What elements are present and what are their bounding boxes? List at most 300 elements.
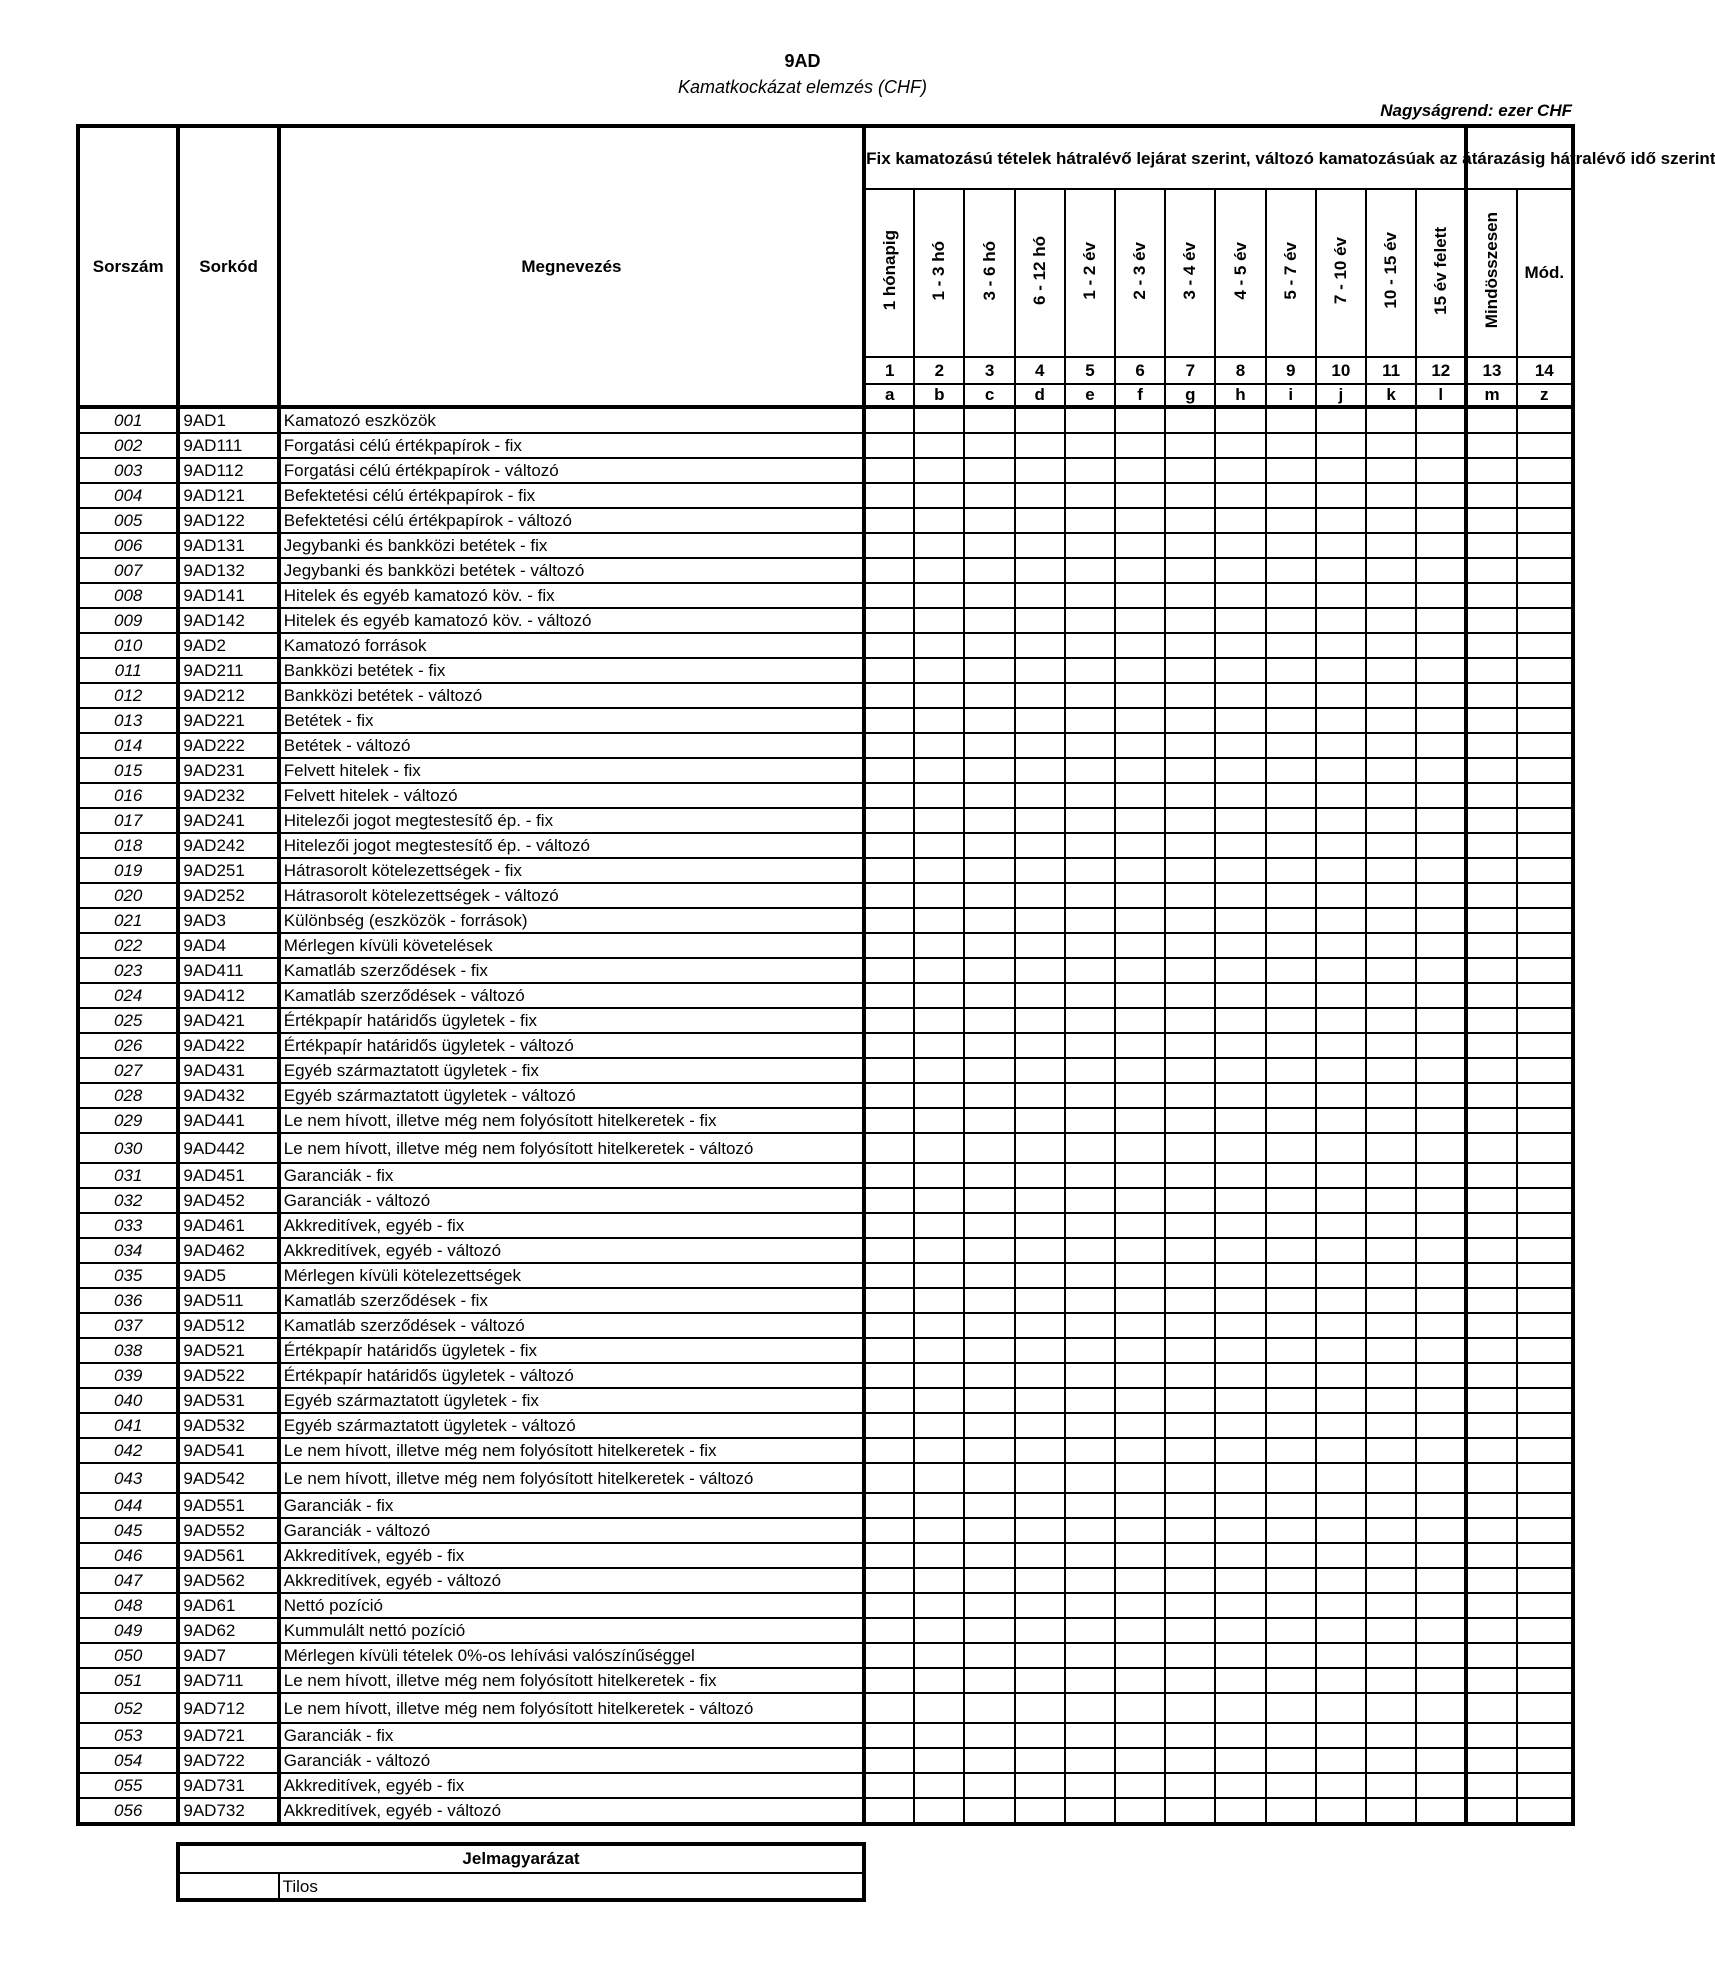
value-cell[interactable] — [1366, 1263, 1416, 1288]
value-cell[interactable] — [1065, 1058, 1115, 1083]
value-cell[interactable] — [1316, 1238, 1366, 1263]
value-cell[interactable] — [1517, 808, 1573, 833]
value-cell[interactable] — [1115, 1723, 1165, 1748]
value-cell[interactable] — [1165, 633, 1215, 658]
value-cell[interactable] — [1517, 908, 1573, 933]
value-cell[interactable] — [1215, 407, 1265, 433]
value-cell[interactable] — [1065, 1618, 1115, 1643]
value-cell[interactable] — [1215, 633, 1265, 658]
value-cell[interactable] — [1466, 958, 1516, 983]
value-cell[interactable] — [1165, 1008, 1215, 1033]
value-cell[interactable] — [1065, 1008, 1115, 1033]
value-cell[interactable] — [1266, 808, 1316, 833]
value-cell[interactable] — [1466, 1163, 1516, 1188]
value-cell[interactable] — [1115, 483, 1165, 508]
value-cell[interactable] — [1366, 1693, 1416, 1723]
value-cell[interactable] — [914, 783, 964, 808]
value-cell[interactable] — [914, 558, 964, 583]
value-cell[interactable] — [1015, 1723, 1065, 1748]
value-cell[interactable] — [1165, 1693, 1215, 1723]
value-cell[interactable] — [1416, 658, 1466, 683]
value-cell[interactable] — [1366, 883, 1416, 908]
value-cell[interactable] — [1266, 1798, 1316, 1824]
value-cell[interactable] — [1266, 958, 1316, 983]
value-cell[interactable] — [1316, 808, 1366, 833]
value-cell[interactable] — [1015, 908, 1065, 933]
value-cell[interactable] — [964, 1568, 1014, 1593]
value-cell[interactable] — [1316, 1693, 1366, 1723]
value-cell[interactable] — [1215, 1413, 1265, 1438]
value-cell[interactable] — [1416, 533, 1466, 558]
value-cell[interactable] — [1165, 1463, 1215, 1493]
value-cell[interactable] — [1517, 983, 1573, 1008]
value-cell[interactable] — [914, 1008, 964, 1033]
value-cell[interactable] — [1165, 1543, 1215, 1568]
value-cell[interactable] — [1165, 1748, 1215, 1773]
value-cell[interactable] — [1115, 883, 1165, 908]
value-cell[interactable] — [1065, 1188, 1115, 1213]
value-cell[interactable] — [1115, 1163, 1165, 1188]
value-cell[interactable] — [1266, 407, 1316, 433]
value-cell[interactable] — [1517, 1593, 1573, 1618]
value-cell[interactable] — [1466, 783, 1516, 808]
value-cell[interactable] — [1316, 1798, 1366, 1824]
value-cell[interactable] — [1165, 407, 1215, 433]
value-cell[interactable] — [1015, 1798, 1065, 1824]
value-cell[interactable] — [1517, 1163, 1573, 1188]
value-cell[interactable] — [1215, 1263, 1265, 1288]
value-cell[interactable] — [914, 808, 964, 833]
value-cell[interactable] — [1115, 1568, 1165, 1593]
value-cell[interactable] — [914, 433, 964, 458]
value-cell[interactable] — [1015, 458, 1065, 483]
value-cell[interactable] — [1366, 1363, 1416, 1388]
value-cell[interactable] — [1416, 1213, 1466, 1238]
value-cell[interactable] — [864, 908, 914, 933]
value-cell[interactable] — [1416, 983, 1466, 1008]
value-cell[interactable] — [914, 633, 964, 658]
value-cell[interactable] — [914, 908, 964, 933]
value-cell[interactable] — [864, 608, 914, 633]
value-cell[interactable] — [914, 1083, 964, 1108]
value-cell[interactable] — [914, 1288, 964, 1313]
value-cell[interactable] — [1266, 1748, 1316, 1773]
value-cell[interactable] — [864, 508, 914, 533]
value-cell[interactable] — [1215, 1518, 1265, 1543]
value-cell[interactable] — [1466, 733, 1516, 758]
value-cell[interactable] — [1266, 1008, 1316, 1033]
value-cell[interactable] — [914, 483, 964, 508]
value-cell[interactable] — [1517, 1798, 1573, 1824]
value-cell[interactable] — [1366, 1413, 1416, 1438]
value-cell[interactable] — [1165, 1363, 1215, 1388]
value-cell[interactable] — [914, 1413, 964, 1438]
value-cell[interactable] — [1416, 833, 1466, 858]
value-cell[interactable] — [1165, 933, 1215, 958]
value-cell[interactable] — [964, 1188, 1014, 1213]
value-cell[interactable] — [1366, 433, 1416, 458]
value-cell[interactable] — [964, 883, 1014, 908]
value-cell[interactable] — [1015, 1288, 1065, 1313]
value-cell[interactable] — [1466, 583, 1516, 608]
value-cell[interactable] — [1215, 1108, 1265, 1133]
value-cell[interactable] — [964, 458, 1014, 483]
value-cell[interactable] — [1266, 1568, 1316, 1593]
value-cell[interactable] — [864, 1263, 914, 1288]
value-cell[interactable] — [964, 1388, 1014, 1413]
value-cell[interactable] — [1316, 1463, 1366, 1493]
value-cell[interactable] — [1366, 1463, 1416, 1493]
value-cell[interactable] — [864, 407, 914, 433]
value-cell[interactable] — [964, 1593, 1014, 1618]
value-cell[interactable] — [1165, 983, 1215, 1008]
value-cell[interactable] — [1065, 1643, 1115, 1668]
value-cell[interactable] — [1366, 407, 1416, 433]
value-cell[interactable] — [914, 533, 964, 558]
value-cell[interactable] — [864, 1213, 914, 1238]
value-cell[interactable] — [1517, 1313, 1573, 1338]
value-cell[interactable] — [1215, 758, 1265, 783]
value-cell[interactable] — [1266, 783, 1316, 808]
value-cell[interactable] — [1215, 1313, 1265, 1338]
value-cell[interactable] — [1517, 1493, 1573, 1518]
value-cell[interactable] — [1215, 658, 1265, 683]
value-cell[interactable] — [1316, 1108, 1366, 1133]
value-cell[interactable] — [1215, 1748, 1265, 1773]
value-cell[interactable] — [964, 508, 1014, 533]
value-cell[interactable] — [1266, 758, 1316, 783]
value-cell[interactable] — [914, 1238, 964, 1263]
value-cell[interactable] — [1165, 683, 1215, 708]
value-cell[interactable] — [1266, 508, 1316, 533]
value-cell[interactable] — [1165, 1593, 1215, 1618]
value-cell[interactable] — [1215, 1133, 1265, 1163]
value-cell[interactable] — [864, 1288, 914, 1313]
value-cell[interactable] — [1416, 1083, 1466, 1108]
value-cell[interactable] — [964, 1643, 1014, 1668]
value-cell[interactable] — [1517, 1238, 1573, 1263]
value-cell[interactable] — [1065, 708, 1115, 733]
value-cell[interactable] — [1165, 883, 1215, 908]
value-cell[interactable] — [1065, 683, 1115, 708]
value-cell[interactable] — [1366, 458, 1416, 483]
value-cell[interactable] — [864, 1238, 914, 1263]
value-cell[interactable] — [1517, 633, 1573, 658]
value-cell[interactable] — [1165, 808, 1215, 833]
value-cell[interactable] — [914, 858, 964, 883]
value-cell[interactable] — [1015, 1518, 1065, 1543]
value-cell[interactable] — [964, 958, 1014, 983]
value-cell[interactable] — [1316, 433, 1366, 458]
value-cell[interactable] — [1065, 1668, 1115, 1693]
value-cell[interactable] — [1316, 1773, 1366, 1798]
value-cell[interactable] — [1316, 1388, 1366, 1413]
value-cell[interactable] — [1115, 1388, 1165, 1413]
value-cell[interactable] — [1015, 858, 1065, 883]
value-cell[interactable] — [1215, 1668, 1265, 1693]
value-cell[interactable] — [1416, 1438, 1466, 1463]
value-cell[interactable] — [964, 983, 1014, 1008]
value-cell[interactable] — [1165, 1313, 1215, 1338]
value-cell[interactable] — [1466, 1133, 1516, 1163]
value-cell[interactable] — [1316, 1033, 1366, 1058]
value-cell[interactable] — [1517, 558, 1573, 583]
value-cell[interactable] — [1115, 1543, 1165, 1568]
value-cell[interactable] — [1165, 1238, 1215, 1263]
value-cell[interactable] — [1115, 1798, 1165, 1824]
value-cell[interactable] — [1366, 708, 1416, 733]
value-cell[interactable] — [1316, 1568, 1366, 1593]
value-cell[interactable] — [914, 1438, 964, 1463]
value-cell[interactable] — [1115, 1338, 1165, 1363]
value-cell[interactable] — [914, 933, 964, 958]
value-cell[interactable] — [1466, 1543, 1516, 1568]
value-cell[interactable] — [1015, 583, 1065, 608]
value-cell[interactable] — [1316, 1543, 1366, 1568]
value-cell[interactable] — [1266, 1213, 1316, 1238]
value-cell[interactable] — [864, 708, 914, 733]
value-cell[interactable] — [1015, 1108, 1065, 1133]
value-cell[interactable] — [864, 733, 914, 758]
value-cell[interactable] — [1517, 1108, 1573, 1133]
value-cell[interactable] — [1466, 407, 1516, 433]
value-cell[interactable] — [864, 933, 914, 958]
value-cell[interactable] — [964, 1693, 1014, 1723]
value-cell[interactable] — [1416, 883, 1466, 908]
value-cell[interactable] — [1517, 433, 1573, 458]
value-cell[interactable] — [1115, 1188, 1165, 1213]
value-cell[interactable] — [1517, 1518, 1573, 1543]
value-cell[interactable] — [1015, 1188, 1065, 1213]
value-cell[interactable] — [1215, 883, 1265, 908]
value-cell[interactable] — [1366, 1133, 1416, 1163]
value-cell[interactable] — [1215, 1363, 1265, 1388]
value-cell[interactable] — [1215, 1238, 1265, 1263]
value-cell[interactable] — [1065, 558, 1115, 583]
value-cell[interactable] — [1517, 1133, 1573, 1163]
value-cell[interactable] — [1115, 1108, 1165, 1133]
value-cell[interactable] — [1065, 758, 1115, 783]
value-cell[interactable] — [1065, 883, 1115, 908]
value-cell[interactable] — [1316, 583, 1366, 608]
value-cell[interactable] — [1065, 1693, 1115, 1723]
value-cell[interactable] — [1165, 1108, 1215, 1133]
value-cell[interactable] — [864, 1518, 914, 1543]
value-cell[interactable] — [1015, 1438, 1065, 1463]
value-cell[interactable] — [1215, 858, 1265, 883]
value-cell[interactable] — [1316, 1263, 1366, 1288]
value-cell[interactable] — [1266, 433, 1316, 458]
value-cell[interactable] — [964, 1798, 1014, 1824]
value-cell[interactable] — [1517, 708, 1573, 733]
value-cell[interactable] — [1366, 1518, 1416, 1543]
value-cell[interactable] — [1416, 1748, 1466, 1773]
value-cell[interactable] — [914, 658, 964, 683]
value-cell[interactable] — [1416, 1518, 1466, 1543]
value-cell[interactable] — [1416, 558, 1466, 583]
value-cell[interactable] — [1416, 1058, 1466, 1083]
value-cell[interactable] — [1165, 1618, 1215, 1643]
value-cell[interactable] — [1416, 1618, 1466, 1643]
value-cell[interactable] — [1266, 1438, 1316, 1463]
value-cell[interactable] — [1115, 833, 1165, 858]
value-cell[interactable] — [1366, 733, 1416, 758]
value-cell[interactable] — [1266, 1413, 1316, 1438]
value-cell[interactable] — [1416, 1263, 1466, 1288]
value-cell[interactable] — [1466, 658, 1516, 683]
value-cell[interactable] — [1416, 1593, 1466, 1618]
value-cell[interactable] — [1416, 1388, 1466, 1413]
value-cell[interactable] — [1015, 608, 1065, 633]
value-cell[interactable] — [1517, 783, 1573, 808]
value-cell[interactable] — [1065, 1363, 1115, 1388]
value-cell[interactable] — [1165, 1413, 1215, 1438]
value-cell[interactable] — [1366, 1493, 1416, 1518]
value-cell[interactable] — [914, 1723, 964, 1748]
value-cell[interactable] — [864, 1643, 914, 1668]
value-cell[interactable] — [1316, 483, 1366, 508]
value-cell[interactable] — [1015, 1543, 1065, 1568]
value-cell[interactable] — [1517, 1543, 1573, 1568]
value-cell[interactable] — [1266, 1288, 1316, 1313]
value-cell[interactable] — [1266, 1108, 1316, 1133]
value-cell[interactable] — [964, 1108, 1014, 1133]
value-cell[interactable] — [964, 1288, 1014, 1313]
value-cell[interactable] — [1416, 433, 1466, 458]
value-cell[interactable] — [1215, 1543, 1265, 1568]
value-cell[interactable] — [1115, 1618, 1165, 1643]
value-cell[interactable] — [1316, 933, 1366, 958]
value-cell[interactable] — [1165, 658, 1215, 683]
value-cell[interactable] — [1366, 1543, 1416, 1568]
value-cell[interactable] — [1165, 608, 1215, 633]
value-cell[interactable] — [1165, 1568, 1215, 1593]
value-cell[interactable] — [914, 1798, 964, 1824]
value-cell[interactable] — [1466, 1238, 1516, 1263]
value-cell[interactable] — [1065, 1593, 1115, 1618]
value-cell[interactable] — [1517, 1363, 1573, 1388]
value-cell[interactable] — [1266, 483, 1316, 508]
value-cell[interactable] — [1466, 508, 1516, 533]
value-cell[interactable] — [1416, 1463, 1466, 1493]
value-cell[interactable] — [964, 1463, 1014, 1493]
value-cell[interactable] — [1165, 558, 1215, 583]
value-cell[interactable] — [1215, 1568, 1265, 1593]
value-cell[interactable] — [1115, 1438, 1165, 1463]
value-cell[interactable] — [1015, 783, 1065, 808]
value-cell[interactable] — [914, 1748, 964, 1773]
value-cell[interactable] — [1115, 1363, 1165, 1388]
value-cell[interactable] — [1466, 633, 1516, 658]
value-cell[interactable] — [1015, 833, 1065, 858]
value-cell[interactable] — [1416, 608, 1466, 633]
value-cell[interactable] — [1416, 933, 1466, 958]
value-cell[interactable] — [964, 1723, 1014, 1748]
value-cell[interactable] — [1366, 1338, 1416, 1363]
value-cell[interactable] — [914, 1188, 964, 1213]
value-cell[interactable] — [1266, 1313, 1316, 1338]
value-cell[interactable] — [914, 1363, 964, 1388]
value-cell[interactable] — [1366, 1033, 1416, 1058]
value-cell[interactable] — [964, 1748, 1014, 1773]
value-cell[interactable] — [1366, 508, 1416, 533]
value-cell[interactable] — [1466, 1518, 1516, 1543]
value-cell[interactable] — [1015, 558, 1065, 583]
value-cell[interactable] — [1416, 1798, 1466, 1824]
value-cell[interactable] — [1416, 1033, 1466, 1058]
value-cell[interactable] — [1015, 1748, 1065, 1773]
value-cell[interactable] — [1015, 1338, 1065, 1363]
value-cell[interactable] — [1366, 1593, 1416, 1618]
value-cell[interactable] — [1517, 1083, 1573, 1108]
value-cell[interactable] — [1416, 1163, 1466, 1188]
value-cell[interactable] — [1266, 558, 1316, 583]
value-cell[interactable] — [1115, 633, 1165, 658]
value-cell[interactable] — [864, 1723, 914, 1748]
value-cell[interactable] — [1517, 508, 1573, 533]
value-cell[interactable] — [1115, 583, 1165, 608]
value-cell[interactable] — [914, 1618, 964, 1643]
value-cell[interactable] — [1517, 1188, 1573, 1213]
value-cell[interactable] — [1466, 558, 1516, 583]
value-cell[interactable] — [1366, 1213, 1416, 1238]
value-cell[interactable] — [1015, 1773, 1065, 1798]
value-cell[interactable] — [1266, 533, 1316, 558]
value-cell[interactable] — [914, 1593, 964, 1618]
value-cell[interactable] — [1316, 458, 1366, 483]
value-cell[interactable] — [964, 433, 1014, 458]
value-cell[interactable] — [1215, 1593, 1265, 1618]
value-cell[interactable] — [964, 908, 1014, 933]
value-cell[interactable] — [964, 708, 1014, 733]
value-cell[interactable] — [1416, 633, 1466, 658]
value-cell[interactable] — [1015, 1133, 1065, 1163]
value-cell[interactable] — [1015, 733, 1065, 758]
value-cell[interactable] — [914, 608, 964, 633]
value-cell[interactable] — [1517, 733, 1573, 758]
value-cell[interactable] — [1065, 583, 1115, 608]
value-cell[interactable] — [1065, 608, 1115, 633]
value-cell[interactable] — [1215, 483, 1265, 508]
value-cell[interactable] — [1115, 558, 1165, 583]
value-cell[interactable] — [1316, 658, 1366, 683]
value-cell[interactable] — [1416, 1188, 1466, 1213]
value-cell[interactable] — [1517, 1568, 1573, 1593]
value-cell[interactable] — [1065, 483, 1115, 508]
value-cell[interactable] — [1517, 683, 1573, 708]
value-cell[interactable] — [1065, 1748, 1115, 1773]
value-cell[interactable] — [1366, 583, 1416, 608]
value-cell[interactable] — [864, 1163, 914, 1188]
value-cell[interactable] — [1316, 708, 1366, 733]
value-cell[interactable] — [1416, 583, 1466, 608]
value-cell[interactable] — [1115, 858, 1165, 883]
value-cell[interactable] — [1517, 483, 1573, 508]
value-cell[interactable] — [1165, 1058, 1215, 1083]
value-cell[interactable] — [1065, 508, 1115, 533]
value-cell[interactable] — [1366, 1108, 1416, 1133]
value-cell[interactable] — [1517, 1388, 1573, 1413]
value-cell[interactable] — [1266, 1643, 1316, 1668]
value-cell[interactable] — [1015, 758, 1065, 783]
value-cell[interactable] — [1366, 1058, 1416, 1083]
value-cell[interactable] — [1115, 1773, 1165, 1798]
value-cell[interactable] — [914, 1213, 964, 1238]
value-cell[interactable] — [864, 1568, 914, 1593]
value-cell[interactable] — [1215, 1798, 1265, 1824]
value-cell[interactable] — [1266, 1493, 1316, 1518]
value-cell[interactable] — [914, 1388, 964, 1413]
